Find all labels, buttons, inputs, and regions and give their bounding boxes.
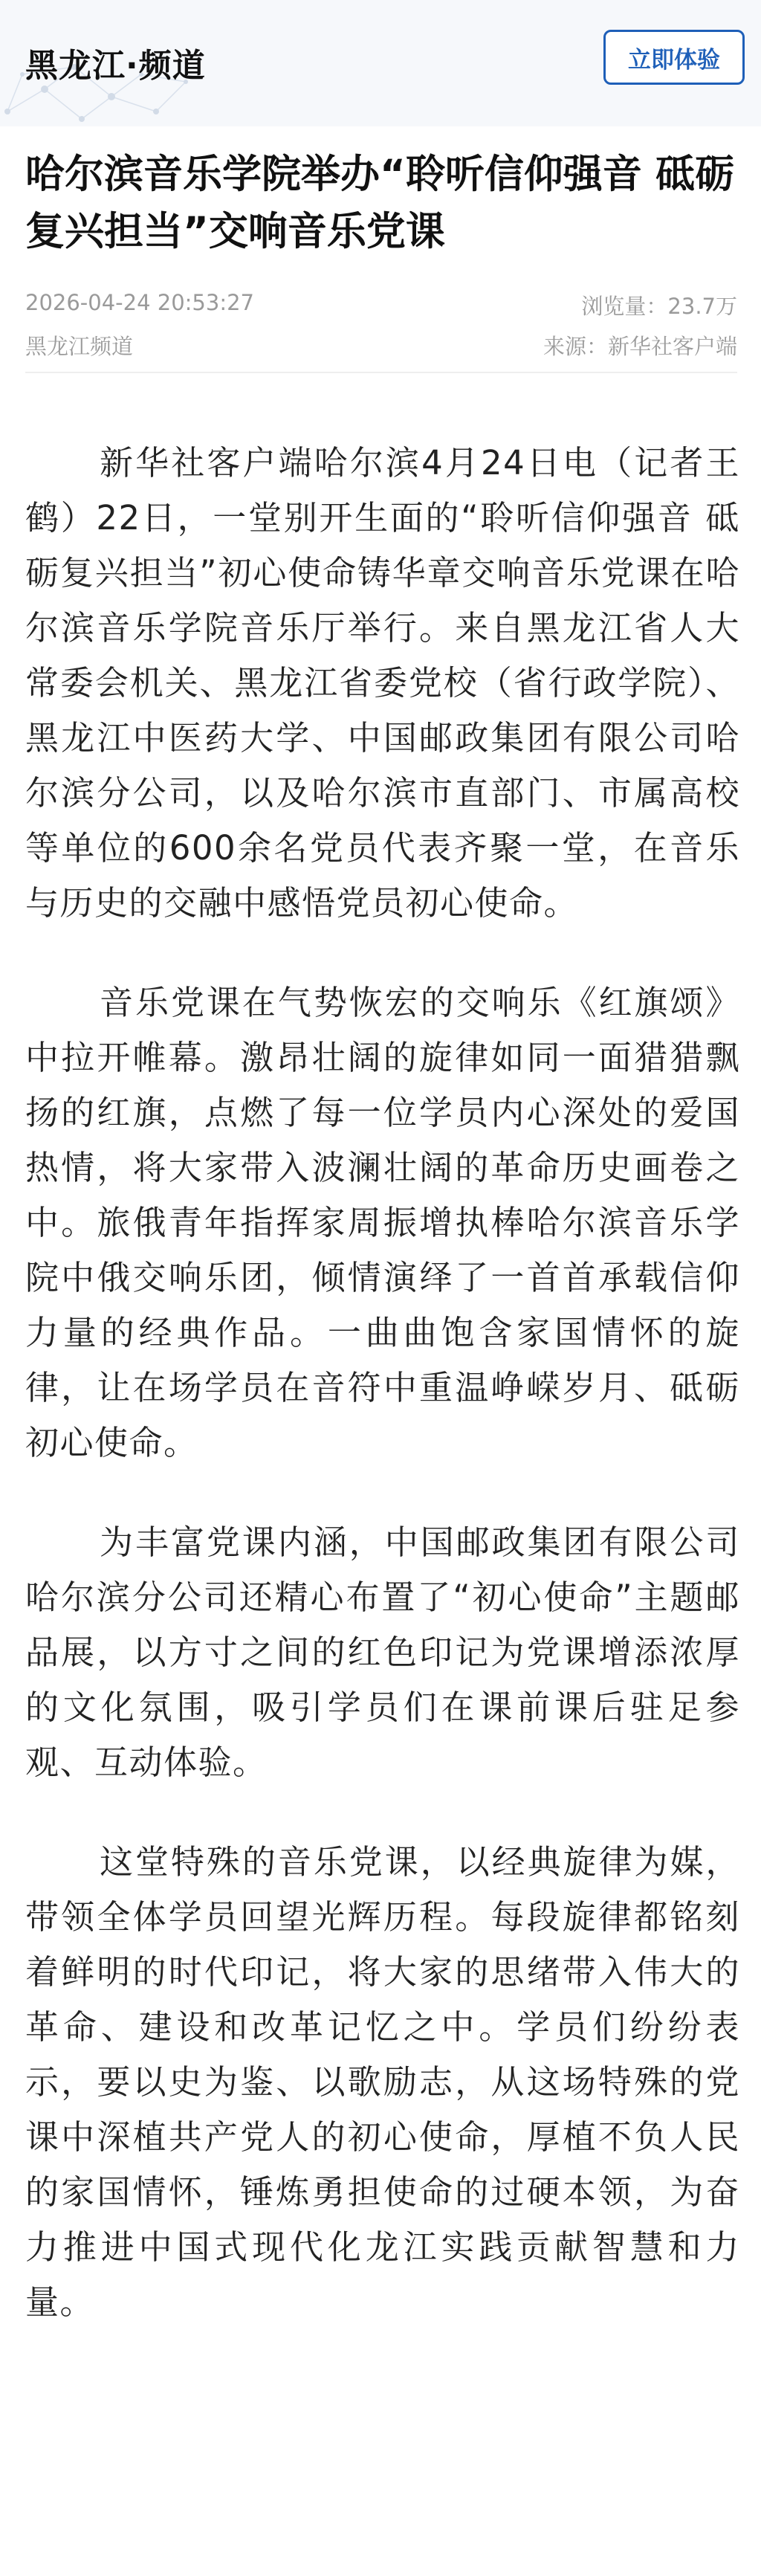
app-header (0, 0, 761, 126)
article-source: 来源：新华社客户端 (543, 334, 737, 359)
article-paragraph: 这堂特殊的音乐党课，以经典旋律为媒，带领全体学员回望光辉历程。每段旋律都铭刻着鲜明的时代印记，将大家的思绪带入伟大的革命、建设和改革记忆之中。学员们纷纷表示，要以史为鉴、以歌励志，从这场特殊的党课中深植共产党人的初心使命，厚植不负人民的家国情怀，锤炼勇担使命的过硬本领，为奋力推进中国式现代化龙江实践贡献智慧和力量。 (25, 1842, 740, 2322)
view-count: 浏览量：23.7万 (581, 294, 737, 319)
article-paragraph: 为丰富党课内涵，中国邮政集团有限公司哈尔滨分公司还精心布置了“初心使命”主题邮品展，以方寸之间的红色印记为党课增添浓厚的文化氛围，吸引学员们在课前课后驻足参观、互动体验。 (25, 1523, 740, 1782)
channel-name[interactable]: 黑龙江频道 (25, 334, 134, 359)
article-meta-row-2 (25, 330, 737, 361)
try-now-button[interactable]: 立即体验 (603, 30, 745, 85)
article-paragraph: 新华社客户端哈尔滨4月24日电（记者王鹤）22日，一堂别开生面的“聆听信仰强音 砥砺复兴担当”初心使命铸华章交响音乐党课在哈尔滨音乐学院音乐厅举行。来自黑龙江省人大常委会机关、黑龙江省委党校（省行政学院）、黑龙江中医药大学、中国邮政集团有限公司哈尔滨分公司，以及哈尔滨市直部门、市属高校等单位的600余名党员代表齐聚一堂，在音乐与历史的交融中感悟党员初心使命。 (25, 443, 740, 923)
publish-datetime: 2026-04-24 20:53:27 (25, 290, 254, 315)
article-meta-row-1 (25, 290, 737, 320)
channel-title: 黑龙江·频道 (25, 47, 206, 85)
article-paragraph: 音乐党课在气势恢宏的交响乐《红旗颂》中拉开帷幕。激昂壮阔的旋律如同一面猎猎飘扬的红旗，点燃了每一位学员内心深处的爱国热情，将大家带入波澜壮阔的革命历史画卷之中。旅俄青年指挥家周振增执棒哈尔滨音乐学院中俄交响乐团，倾情演绎了一首首承载信仰力量的经典作品。一曲曲饱含家国情怀的旋律，让在场学员在音符中重温峥嵘岁月、砥砺初心使命。 (25, 983, 740, 1462)
article-body (25, 436, 740, 2375)
meta-divider (25, 372, 737, 373)
article-title: 哈尔滨音乐学院举办“聆听信仰强音 砥砺复兴担当”交响音乐党课 (25, 152, 735, 254)
